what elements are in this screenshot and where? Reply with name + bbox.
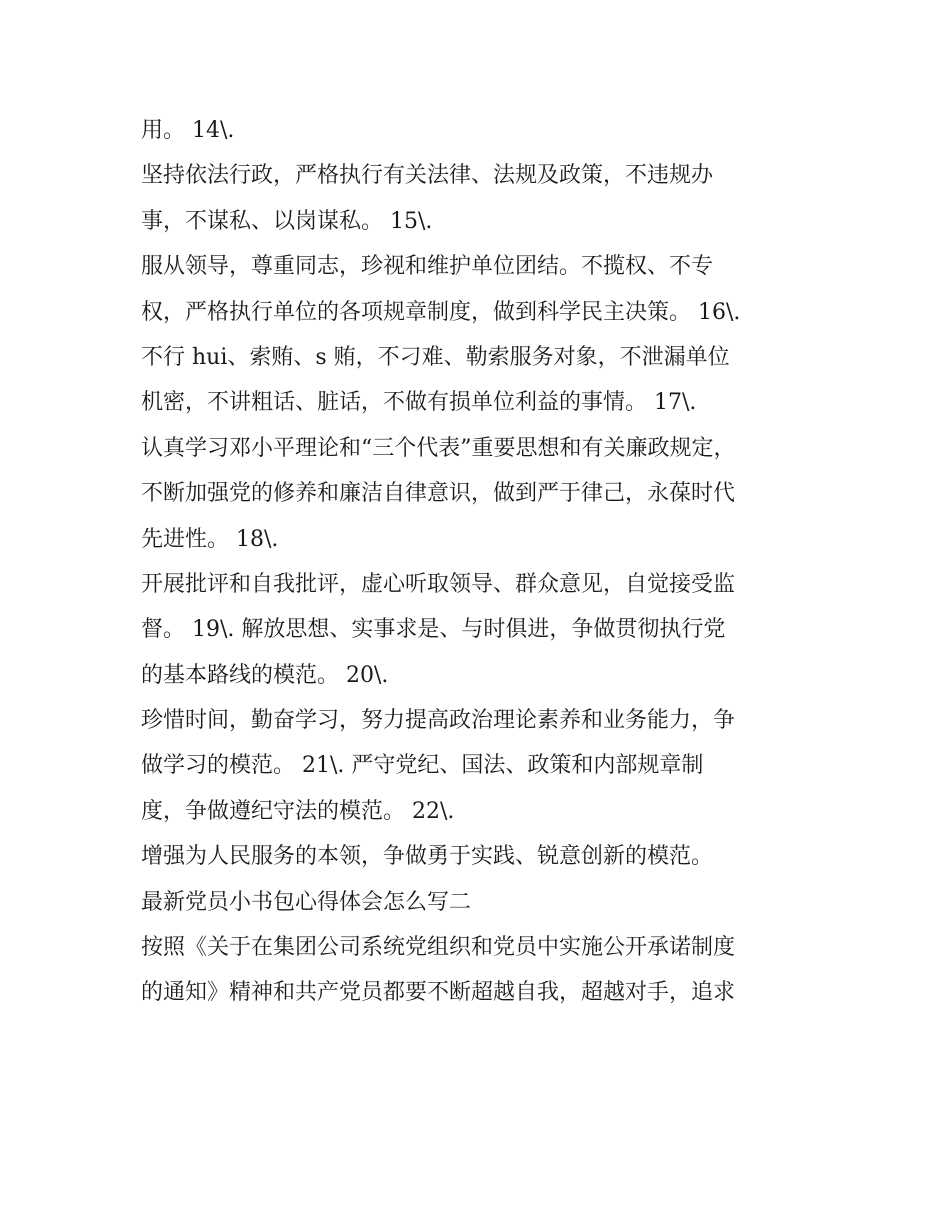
text-line: 先进性。 18\. xyxy=(141,526,279,552)
text-line: 认真学习邓小平理论和“三个代表”重要思想和有关廉政规定， xyxy=(141,435,736,461)
section-heading: 最新党员小书包心得体会怎么写二 xyxy=(141,889,472,915)
text-line: 服从领导，尊重同志，珍视和维护单位团结。不揽权、不专 xyxy=(141,254,714,280)
text-line: 的通知》精神和共产党员都要不断超越自我，超越对手，追求 xyxy=(141,980,736,1006)
document-body xyxy=(141,108,831,1016)
text-line: 做学习的模范。 21\. 严守党纪、国法、政策和内部规章制 xyxy=(141,753,704,779)
text-line: 增强为人民服务的本领，争做勇于实践、锐意创新的模范。 xyxy=(141,844,714,870)
text-line: 坚持依法行政，严格执行有关法律、法规及政策，不违规办 xyxy=(141,163,714,189)
text-line: 机密，不讲粗话、脏话，不做有损单位利益的事情。 17\. xyxy=(141,390,697,416)
text-line: 不行 hui、索贿、s 贿，不刁难、勒索服务对象，不泄漏单位 xyxy=(141,344,730,370)
text-line: 事，不谋私、以岗谋私。 15\. xyxy=(141,208,433,234)
text-line: 按照《关于在集团公司系统党组织和党员中实施公开承诺制度 xyxy=(141,935,736,961)
text-line: 用。 14\. xyxy=(141,118,235,143)
text-line: 开展批评和自我批评，虚心听取领导、群众意见，自觉接受监 xyxy=(141,571,736,597)
text-line: 度，争做遵纪守法的模范。 22\. xyxy=(141,798,455,824)
text-line: 不断加强党的修养和廉洁自律意识，做到严于律己，永葆时代 xyxy=(141,481,736,507)
text-line: 督。 19\. 解放思想、实事求是、与时俱进，争做贯彻执行党 xyxy=(141,617,726,643)
text-line: 权，严格执行单位的各项规章制度，做到科学民主决策。 16\. xyxy=(141,299,741,325)
text-line: 珍惜时间，勤奋学习，努力提高政治理论素养和业务能力，争 xyxy=(141,708,736,734)
text-line: 的基本路线的模范。 20\. xyxy=(141,662,389,688)
